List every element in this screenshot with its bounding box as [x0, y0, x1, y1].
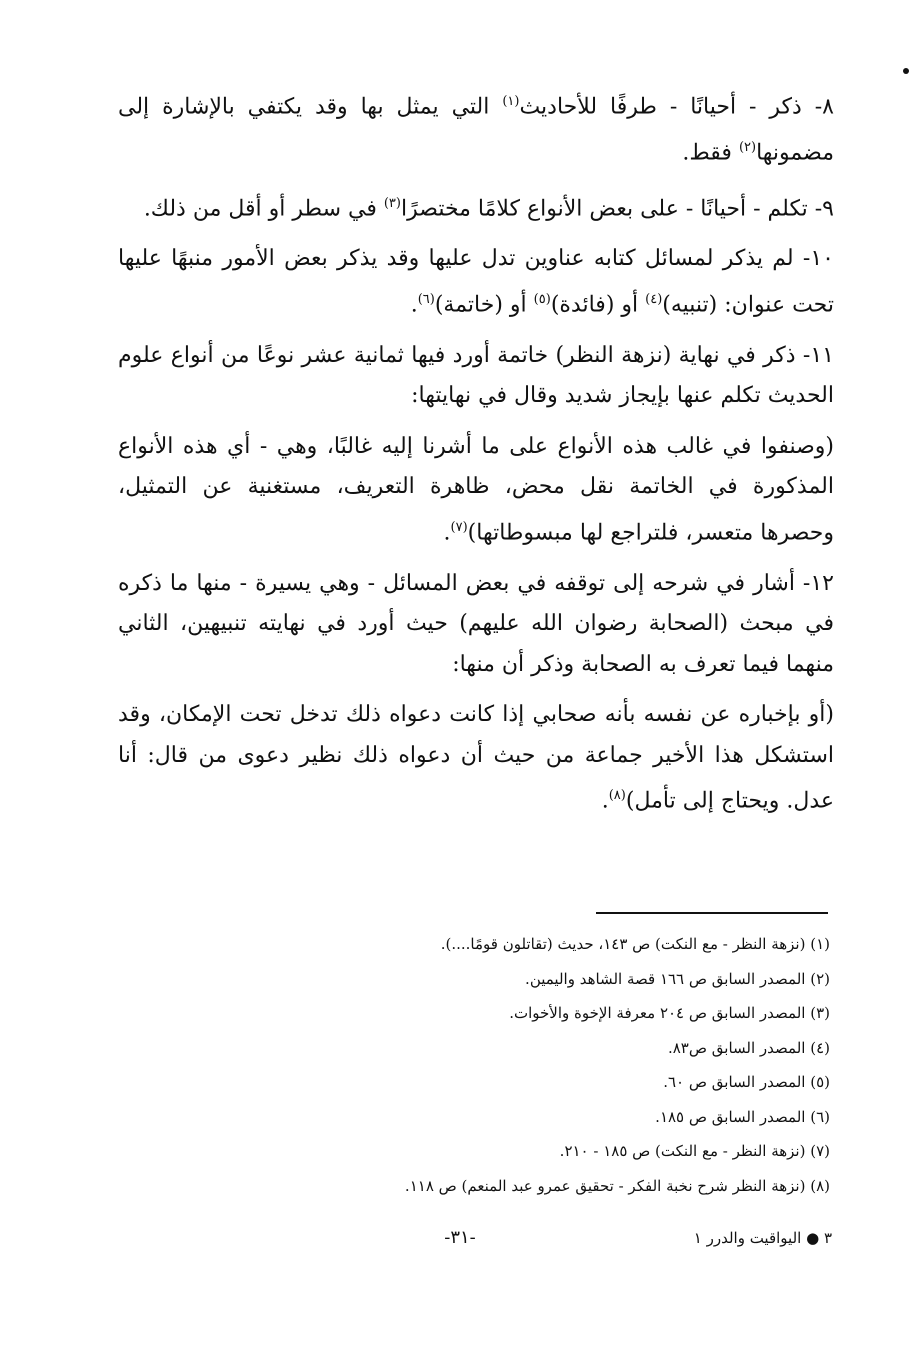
footnote-item: (٨) (نزهة النظر شرح نخبة الفكر - تحقيق عمرو عبد المنعم) ص ١١٨.: [404, 1176, 830, 1195]
quote-2: (أو بإخباره عن نفسه بأنه صحابي إذا كانت دعواه ذلك تدخل تحت الإمكان، وقد استشكل هذا الأخير جماعة من حيث أن دعواه ذلك نظير دعوى من قال: أنا عدل. ويحتاج إلى تأمل)$^{(٨)}$.: [118, 702, 834, 814]
footnote-item: (٣) المصدر السابق ص ٢٠٤ معرفة الإخوة والأخوات.: [509, 1004, 830, 1022]
quote-1: (وصنفوا في غالب هذه الأنواع على ما أشرنا إليه غالبًا، وهي - أي هذه الأنواع المذكورة في الخاتمة نقل محض، ظاهرة التعريف، مستغنية عن التمثيل، وحصرها متعسر، فلتراجع لها مبسوطاتها)$^{(٧)}$.: [118, 433, 834, 546]
paragraph-12: ١٢- أشار في شرحه إلى توقفه في بعض المسائل - وهي يسيرة - منها ما ذكره في مبحث (الصحابة رضوان الله عليهم) حيث أورد في نهايته تنبيهين، الثاني منهما فيما تعرف به الصحابة وذكر أن منها:: [118, 570, 834, 677]
paragraph-9: ٩- تكلم - أحيانًا - على بعض الأنواع كلامًا مختصرًا$^{(٣)}$ في سطر أو أقل من ذلك.: [143, 195, 834, 221]
footnote-item: (٧) (نزهة النظر - مع النكت) ص ١٨٥ - ٢١٠.: [559, 1142, 830, 1160]
footnote-item: (٦) المصدر السابق ص ١٨٥.: [655, 1107, 830, 1126]
footnote-separator: [596, 912, 828, 914]
footnote-item: (٢) المصدر السابق ص ١٦٦ قصة الشاهد واليمين.: [525, 969, 830, 988]
footnote-item: (٥) المصدر السابق ص ٦٠.: [663, 1073, 830, 1091]
footnote-ref: (٤): [645, 291, 663, 307]
footnote-ref: (١): [502, 94, 520, 109]
footnote-item: (١) (نزهة النظر - مع النكت) ص ١٤٣، حديث (تقاتلون قومًا....).: [440, 935, 830, 953]
book-title-signature: ٣ ● اليواقيت والدرر ١: [693, 1229, 832, 1247]
footnote-ref: (٧): [450, 519, 468, 535]
paragraph-10: ١٠- لم يذكر لمسائل كتابه عناوين تدل عليها وقد يذكر بعض الأمور منبهًا عليها تحت عنوان: (تنبيه)$^{(٤)}$ أو (فائدة)$^{(٥)}$ أو (خاتمة)$^{(٦)}$.: [118, 246, 834, 318]
footnote-ref: (٨): [608, 788, 626, 804]
footnote-ref: (٣): [383, 195, 401, 211]
footnote-item: (٤) المصدر السابق ص٨٣.: [667, 1038, 830, 1057]
main-text: [118, 82, 834, 832]
footnote-ref: (٦): [417, 291, 435, 307]
margin-dot: [903, 68, 909, 74]
page-number: -٣١-: [444, 1227, 476, 1248]
footnote-ref: (٥): [533, 291, 551, 307]
paragraph-8: ٨- ذكر - أحيانًا - طرفًا للأحاديث$^{(١)}$ التي يمثل بها وقد يكتفي بالإشارة إلى مضمونها$^{(٢)}$ فقط.: [118, 94, 834, 166]
footnote-ref: (٢): [738, 139, 757, 155]
paragraph-11: ١١- ذكر في نهاية (نزهة النظر) خاتمة أورد فيها ثمانية عشر نوعًا من أنواع علوم الحديث تكلم عنها بإيجاز شديد وقال في نهايتها:: [118, 342, 834, 409]
footnotes: [200, 927, 830, 1203]
